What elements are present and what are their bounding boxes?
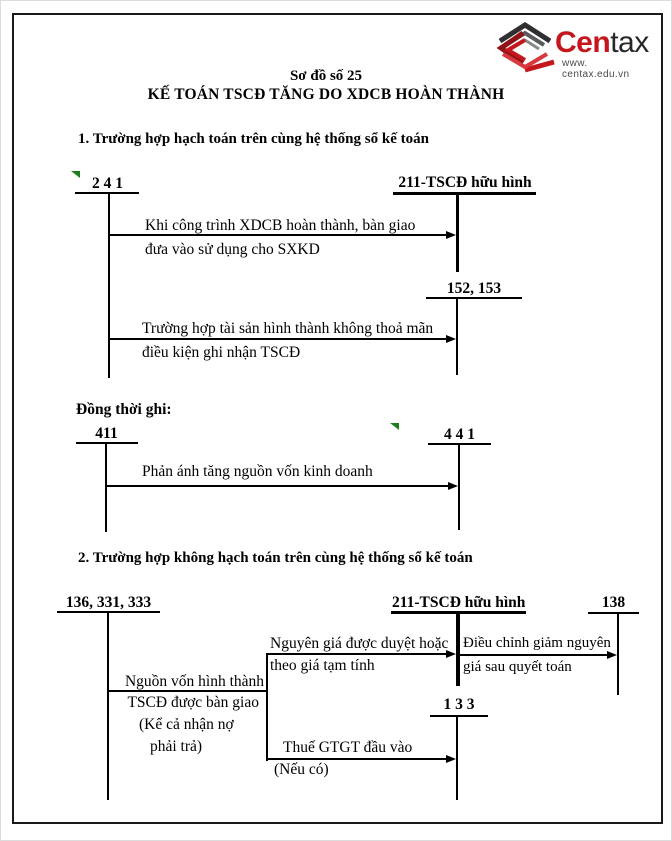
account-138-stem (617, 612, 619, 695)
brand-secondary-text: tax (610, 26, 649, 59)
account-138-label: 138 (601, 594, 626, 611)
flow-5-arrow-shaft (460, 654, 607, 656)
flow-1-label-line-2: đưa vào sử dụng cho SXKD (145, 241, 320, 258)
account-152-topline (426, 297, 522, 299)
flow-2-label-line-2: điều kiện ghi nhận TSCĐ (142, 344, 301, 361)
account-241-stem (108, 192, 110, 378)
section-2-heading: 2. Trường hợp không hạch toán trên cùng hệ thống sổ kế toán (78, 550, 473, 566)
flow-4-arrow-shaft (267, 653, 446, 655)
brand-wordmark (555, 28, 649, 58)
account-211-s1-topline (393, 192, 536, 195)
flow-7-label-line-1: Thuế GTGT đầu vào (283, 739, 413, 756)
flow-2-label-line-1: Trường hợp tài sản hình thành không thoả mãn (142, 320, 434, 337)
flow-6-label-line-3: (Kể cả nhận nợ (139, 716, 234, 733)
flow-4-label-line-1: Nguyên giá được duyệt hoặc (270, 635, 449, 652)
section-1-heading: 1. Trường hợp hạch toán trên cùng hệ thống sổ kế toán (78, 131, 429, 147)
account-211-s1-stem (456, 192, 459, 272)
flow-2-arrow-head-icon (446, 335, 456, 343)
account-133-stem (456, 715, 458, 800)
flow-7-arrow-shaft (267, 758, 446, 760)
flow-2-arrow-shaft (109, 338, 446, 340)
account-441-label: 4 4 1 (444, 426, 475, 443)
account-152-stem (456, 297, 458, 375)
brand-primary-text: Cen (555, 26, 611, 59)
doc-subtitle: Sơ đồ số 25 (289, 68, 363, 84)
account-211-s1-label: 211-TSCĐ hữu hình (398, 174, 532, 191)
flow-6-label-line-4: phải trả) (150, 738, 203, 755)
flow-3-arrow-head-icon (448, 482, 458, 490)
account-411-label: 411 (95, 425, 118, 442)
account-241-label: 2 4 1 (92, 175, 123, 192)
website-url: www. centax.edu.vn (562, 58, 630, 80)
account-241-topline (75, 192, 139, 194)
account-136-label: 136, 331, 333 (65, 594, 152, 611)
flow-5-label-line-2: giá sau quyết toán (463, 659, 572, 675)
account-133-label: 1 3 3 (443, 696, 475, 713)
account-152-label: 152, 153 (446, 280, 502, 297)
flow-6-label-line-2: TSCĐ được bàn giao (127, 694, 259, 711)
flow-7-label-line-2: (Nếu có) (274, 761, 329, 778)
flow-5-label-line-1: Điều chỉnh giảm nguyên (463, 635, 611, 651)
flow-7-arrow-head-icon (446, 755, 456, 763)
account-136-stem (107, 611, 109, 800)
flow-1-arrow-head-icon (446, 231, 456, 239)
account-411-topline (76, 442, 138, 444)
doc-title: KẾ TOÁN TSCĐ TĂNG DO XDCB HOÀN THÀNH (147, 86, 505, 103)
branch-connector-line (266, 653, 268, 761)
flow-6-label-line-1: Nguồn vốn hình thành (124, 673, 264, 690)
flow-3-label: Phản ánh tăng nguồn vốn kinh doanh (142, 463, 373, 480)
account-211-s2-stem (456, 611, 460, 686)
flow-1-label-line-1: Khi công trình XDCB hoàn thành, bàn giao (145, 217, 416, 234)
centax-logo-icon (494, 21, 558, 73)
centax-logo (492, 20, 654, 80)
flow-4-label-line-2: theo giá tạm tính (270, 657, 375, 674)
account-133-topline (430, 715, 488, 717)
account-138-topline (588, 612, 639, 614)
simultaneous-note: Đồng thời ghi: (76, 401, 172, 418)
account-441-stem (458, 443, 460, 530)
flow-3-arrow-shaft (106, 485, 448, 487)
account-411-stem (105, 442, 107, 532)
account-211-s2-label: 211-TSCĐ hữu hình (392, 594, 526, 611)
